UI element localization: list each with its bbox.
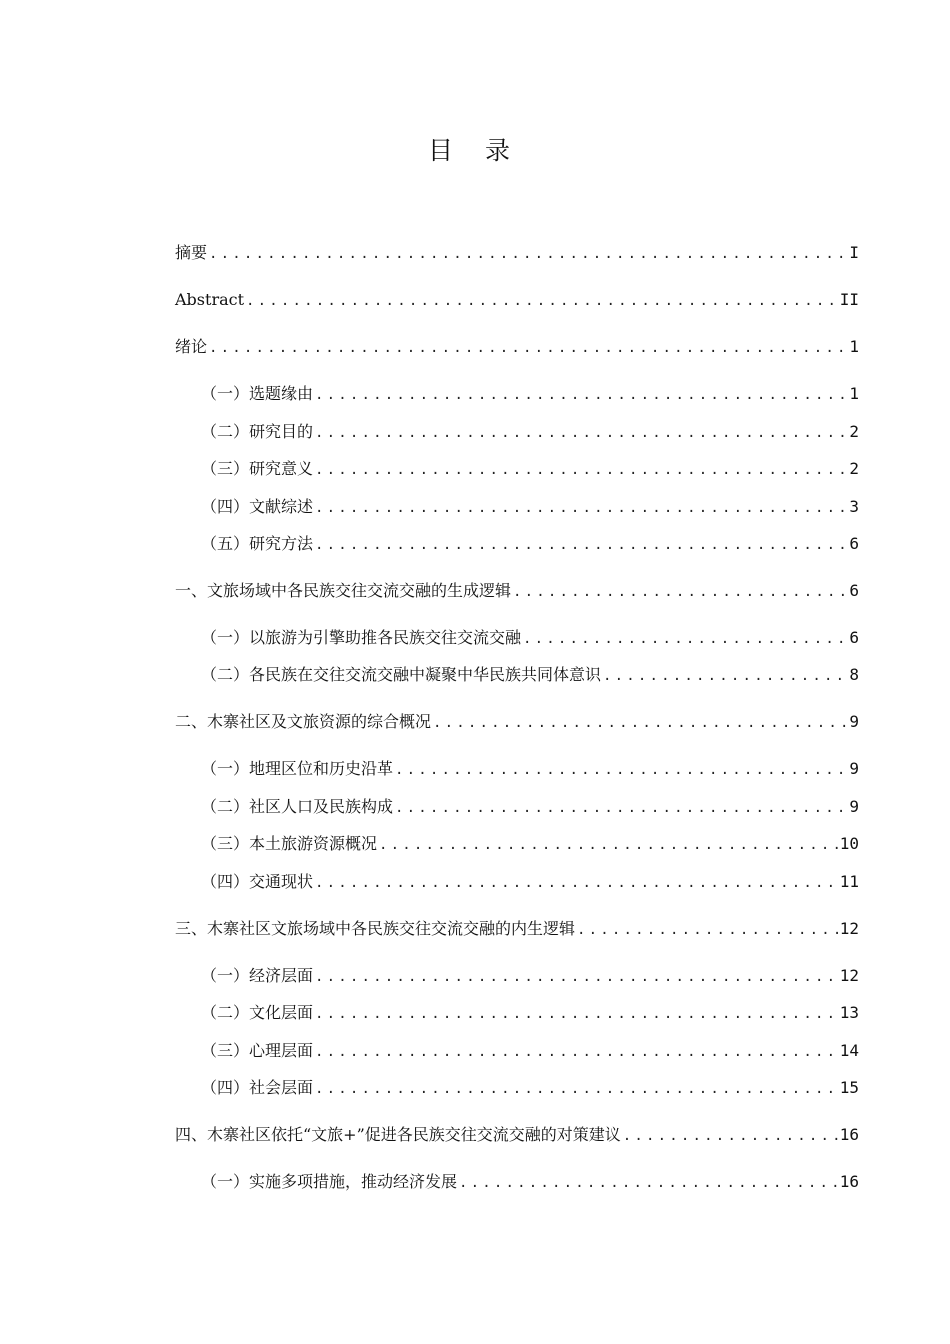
toc-page-number: 6 <box>849 534 859 553</box>
toc-page-number: 13 <box>839 1003 859 1022</box>
toc-entry[interactable] <box>201 382 859 407</box>
toc-title: 目 录 <box>428 136 522 165</box>
toc-leader-dots <box>623 1124 838 1148</box>
toc-leader-dots <box>603 664 847 688</box>
toc-leader-dots <box>315 533 847 557</box>
toc-leader-dots <box>395 758 847 782</box>
toc-leader-dots <box>315 1002 838 1026</box>
toc-page-number: 8 <box>849 665 859 684</box>
toc-entry[interactable] <box>201 532 859 557</box>
toc-page-number: 16 <box>839 1172 859 1191</box>
toc-entry[interactable] <box>201 964 859 989</box>
toc-page-number: 6 <box>849 628 859 647</box>
toc-entry-text: （四）社会层面 <box>201 1078 314 1097</box>
toc-entry[interactable] <box>175 241 859 266</box>
toc-leader-dots <box>315 871 838 895</box>
toc-entry[interactable] <box>201 757 859 782</box>
toc-entry-text: （一）实施多项措施，推动经济发展 <box>201 1172 458 1191</box>
toc-entry-text: （二）社区人口及民族构成 <box>201 797 394 816</box>
toc-entry[interactable] <box>175 710 859 735</box>
toc-leader-dots <box>315 496 847 520</box>
toc-entry[interactable] <box>175 1123 859 1148</box>
toc-entry[interactable] <box>175 917 859 942</box>
toc-leader-dots <box>513 580 847 604</box>
toc-entry-text: （一）地理区位和历史沿革 <box>201 759 394 778</box>
toc-leader-dots <box>315 421 847 445</box>
toc-entry[interactable] <box>201 1039 859 1064</box>
toc-entry-text: 绪论 <box>175 337 208 356</box>
toc-leader-dots <box>315 458 847 482</box>
toc-page-number: 11 <box>839 872 859 891</box>
toc-entry-text: 一、文旅场域中各民族交往交流交融的生成逻辑 <box>175 581 512 600</box>
toc-page-number: 12 <box>839 919 859 938</box>
toc-entry[interactable] <box>201 1170 859 1195</box>
toc-entry[interactable] <box>201 420 859 445</box>
toc-leader-dots <box>315 383 847 407</box>
toc-entry-text: （四）交通现状 <box>201 872 314 891</box>
toc-page-number: 6 <box>849 581 859 600</box>
toc-page-number: 1 <box>849 337 859 356</box>
toc-page-number: 9 <box>849 759 859 778</box>
toc-entry-text: （一）选题缘由 <box>201 384 314 403</box>
toc-entry-text: （五）研究方法 <box>201 534 314 553</box>
toc-entry[interactable] <box>201 1001 859 1026</box>
toc-entry-text: 二、木寨社区及文旅资源的综合概况 <box>175 712 432 731</box>
toc-leader-dots <box>315 1040 838 1064</box>
toc-page-number: II <box>839 290 859 309</box>
toc-entry[interactable] <box>201 457 859 482</box>
toc-leader-dots <box>379 833 838 857</box>
toc-entry[interactable] <box>201 1076 859 1101</box>
toc-entry[interactable] <box>201 495 859 520</box>
toc-entry-text: （三）研究意义 <box>201 459 314 478</box>
toc-entry-text: （二）文化层面 <box>201 1003 314 1022</box>
toc-entry[interactable] <box>201 795 859 820</box>
toc-entry[interactable] <box>201 832 859 857</box>
toc-entry-text: （二）研究目的 <box>201 422 314 441</box>
toc-entry[interactable] <box>175 288 859 313</box>
toc-entry[interactable] <box>175 335 859 360</box>
toc-entry-text: （二）各民族在交往交流交融中凝聚中华民族共同体意识 <box>201 665 602 684</box>
toc-entry-text: （一）经济层面 <box>201 966 314 985</box>
toc-entry-text: （三）本土旅游资源概况 <box>201 834 378 853</box>
toc-leader-dots <box>459 1171 838 1195</box>
toc-entry-text: Abstract <box>175 290 245 309</box>
toc-leader-dots <box>577 918 838 942</box>
toc-entry-text: 四、木寨社区依托“文旅+”促进各民族交往交流交融的对策建议 <box>175 1125 621 1144</box>
toc-entry-text: （三）心理层面 <box>201 1041 314 1060</box>
toc-entry[interactable] <box>201 626 859 651</box>
toc-page-number: I <box>849 243 859 262</box>
toc-page-number: 12 <box>839 966 859 985</box>
toc-entry[interactable] <box>201 663 859 688</box>
toc-leader-dots <box>209 242 847 266</box>
toc-entry-text: 摘要 <box>175 243 208 262</box>
toc-page-number: 15 <box>839 1078 859 1097</box>
toc-page-number: 10 <box>839 834 859 853</box>
toc-entry-text: （一）以旅游为引擎助推各民族交往交流交融 <box>201 628 522 647</box>
toc-entry[interactable] <box>175 579 859 604</box>
toc-page-number: 3 <box>849 497 859 516</box>
toc-leader-dots <box>246 289 838 313</box>
toc-leader-dots <box>315 965 838 989</box>
toc-entry-text: （四）文献综述 <box>201 497 314 516</box>
toc-page-number: 9 <box>849 712 859 731</box>
toc-page-number: 2 <box>849 422 859 441</box>
toc-leader-dots <box>433 711 847 735</box>
toc-leader-dots <box>523 627 847 651</box>
toc-page-number: 16 <box>839 1125 859 1144</box>
toc-leader-dots <box>209 336 847 360</box>
toc-page-number: 9 <box>849 797 859 816</box>
toc-page-number: 2 <box>849 459 859 478</box>
toc-entry-text: 三、木寨社区文旅场域中各民族交往交流交融的内生逻辑 <box>175 919 576 938</box>
toc-page-number: 14 <box>839 1041 859 1060</box>
toc-page-number: 1 <box>849 384 859 403</box>
toc-leader-dots <box>395 796 847 820</box>
toc-leader-dots <box>315 1077 838 1101</box>
toc-entry[interactable] <box>201 870 859 895</box>
